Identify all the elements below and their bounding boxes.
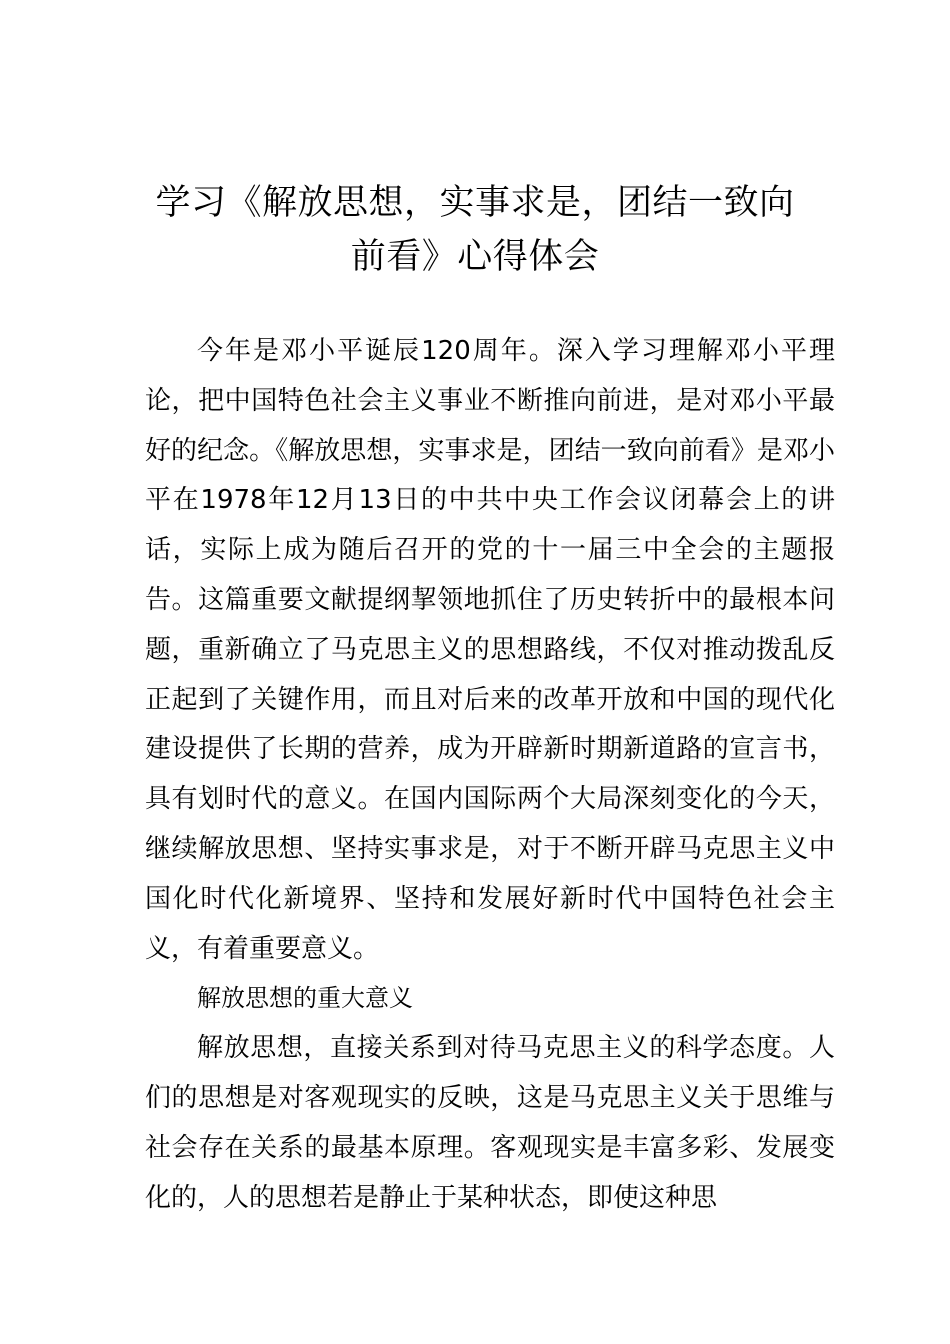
title-line-1: 学习《解放思想，实事求是，团结一致向 — [155, 183, 795, 223]
section-heading: 解放思想的重大意义 — [197, 984, 413, 1013]
document-title — [120, 176, 830, 284]
paragraph-liberation: 解放思想，直接关系到对待马克思主义的科学态度。人们的思想是对客观现实的反映，这是马克思主义关于思维与社会存在关系的最基本原理。客观现实是丰富多彩、发展变化的，人的思想若是静止于某种状态，即使这种思 — [145, 1033, 835, 1213]
document-body — [145, 327, 835, 1223]
paragraph-intro: 今年是邓小平诞辰120周年。深入学习理解邓小平理论，把中国特色社会主义事业不断推向前进，是对邓小平最好的纪念。《解放思想，实事求是，团结一致向前看》是邓小平在1978年12月13日的中共中央工作会议闭幕会上的讲话，实际上成为随后召开的党的十一届三中全会的主题报告。这篇重要文献提纲挈领地抓住了历史转折中的最根本问题，重新确立了马克思主义的思想路线，不仅对推动拨乱反正起到了关键作用，而且对后来的改革开放和中国的现代化建设提供了长期的营养，成为开辟新时期新道路的宣言书，具有划时代的意义。在国内国际两个大局深刻变化的今天，继续解放思想、坚持实事求是，对于不断开辟马克思主义中国化时代化新境界、坚持和发展好新时代中国特色社会主义，有着重要意义。 — [145, 336, 835, 964]
title-line-2: 前看》心得体会 — [350, 237, 600, 277]
